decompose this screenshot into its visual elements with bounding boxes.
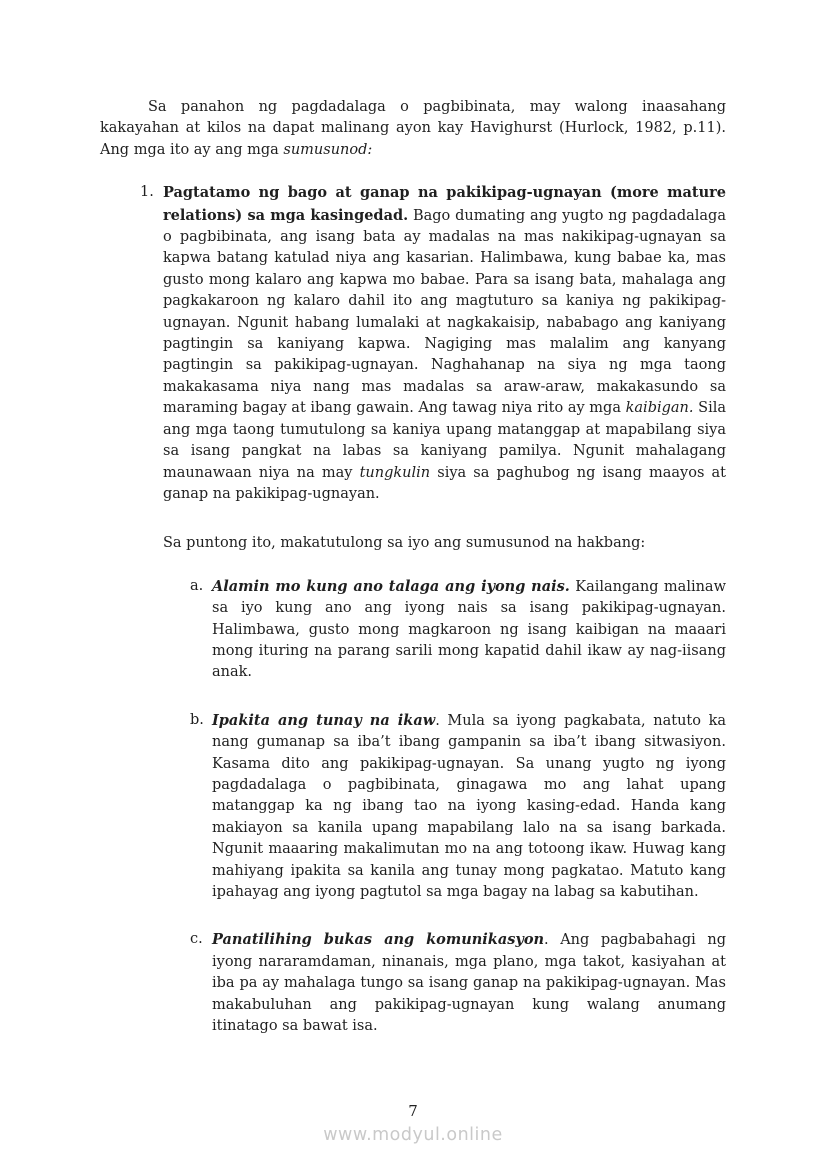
intro-paragraph	[100, 97, 726, 161]
item1-segment-4-italic: tungkulin	[359, 464, 431, 481]
item-b-body: . Mula sa iyong pagkabata, natuto ka nang gumanap sa iba’t ibang gampanin sa iba’t ibang sitwasiyon. Kasama dito ang pakikipag-ugnayan. Sa unang yugto ng iyong pagdadalaga o pagbibinata, ginagawa mo ang lahat upang matanggap ka ng ibang tao na iyong kasing-edad. Handa kang makiayon sa kanila upang mapabilang lalo na sa isang barkada. Ngunit maaaring makalimutan mo na ang totoong ikaw. Huwag kang mahiyang ipakita sa kanila ang tunay mong pagkatao. Matuto kang ipahayag ang iyong pagtutol sa mga bagay na labag sa kabutihan.	[212, 712, 726, 900]
intro-text: Sa panahon ng pagdadalaga o pagbibinata, may walong inaasahang kakayahan at kilos na dapat malinang ayon kay Havighurst (Hurlock, 1982, p.11). Ang mga ito ay ang mga	[100, 99, 726, 158]
lettered-item-c-marker: c.	[190, 931, 203, 948]
page-footer	[0, 1102, 826, 1145]
lettered-item-c	[190, 929, 726, 1037]
lettered-item-a-text	[212, 576, 726, 684]
intro-text-italic: sumusunod:	[283, 141, 373, 158]
item-a-body: Kailangang malinaw sa iyo kung ano ang iyong nais sa isang pakikipag-ugnayan. Halimbawa, gusto mong magkaroon ng isang kaibigan na maaari mong ituring na parang sarili mong kapatid dahil ikaw ay nag-iisang anak.	[212, 578, 726, 681]
lettered-item-b	[190, 710, 726, 904]
numbered-item-1-text	[163, 182, 726, 505]
item1-bold-lead: Pagtatamo ng bago at ganap na pakikipag-ugnayan (more mature relations) sa mga kasingedad.	[163, 184, 726, 224]
item1-segment-2-italic: kaibigan.	[625, 400, 694, 417]
item1-segment-5: siya sa paghubog ng isang maayos at ganap na pakikipag-ugnayan.	[163, 464, 726, 502]
item1-segment-3: Sila ang mga taong tumutulong sa kaniya upang matanggap at mapabilang siya sa isang pangkat na labas sa kaniyang pamilya. Ngunit mahalagang maunawaan niya na may	[163, 400, 726, 481]
item-c-lead: Panatilihing bukas ang komunikasyon	[212, 931, 545, 949]
numbered-item-1	[140, 182, 726, 505]
lettered-item-a	[190, 576, 726, 684]
item-a-lead: Alamin mo kung ano talaga ang iyong nais.	[212, 577, 570, 595]
lettered-item-c-text	[212, 929, 726, 1037]
watermark-text: www.modyul.online	[323, 1125, 503, 1145]
lettered-item-b-marker: b.	[190, 711, 204, 728]
page-number: 7	[408, 1102, 418, 1120]
lettered-item-b-text	[212, 710, 726, 904]
numbered-item-1-marker: 1.	[140, 184, 154, 201]
connector-paragraph: Sa puntong ito, makatutulong sa iyo ang sumusunod na hakbang:	[163, 535, 646, 552]
item1-segment-1: Bago dumating ang yugto ng pagdadalaga o pagbibinata, ang isang bata ay madalas na mas nakikipag-ugnayan sa kapwa batang katulad niya ang kasarian. Halimbawa, kung babae ka, mas gusto mong kalaro ang kapwa mo babae. Para sa isang bata, mahalaga ang pagkakaroon ng kalaro dahil ito ang magtuturo sa kaniya ng pakikipag-ugnayan. Ngunit habang lumalaki at nagkakaisip, nababago ang kaniyang pagtingin sa kaniyang kapwa. Nagiging mas malalim ang kanyang pagtingin sa pakikipag-ugnayan. Naghahanap na siya ng mga taong makakasama niya nang mas madalas sa araw-araw, makakasundo sa maraming bagay at ibang gawain. Ang tawag niya rito ay mga	[163, 207, 726, 417]
item-c-body: . Ang pagbabahagi ng iyong nararamdaman, ninanais, mga plano, mga takot, kasiyahan at iba pa ay mahalaga tungo sa isang ganap na pakikipag-ugnayan. Mas makabuluhan ang pakikipag-ugnayan kung walang anumang itinatago sa bawat isa.	[212, 932, 726, 1035]
item-b-lead: Ipakita ang tunay na ikaw	[212, 711, 436, 729]
page-content	[100, 97, 726, 1037]
lettered-item-a-marker: a.	[190, 577, 204, 594]
